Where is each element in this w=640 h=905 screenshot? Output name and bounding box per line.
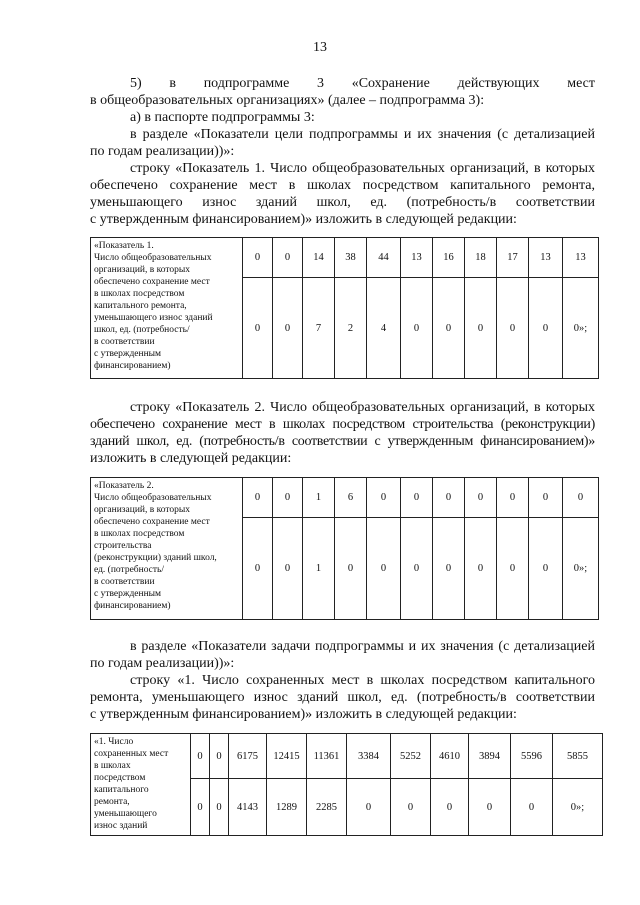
intro-line-4: в разделе «Показатели цели подпрограммы и их значения (с детализацией bbox=[130, 127, 595, 142]
label-line: «Показатель 1. bbox=[94, 241, 154, 251]
value-cell: 0 bbox=[367, 518, 401, 620]
label-line: «Показатель 2. bbox=[94, 481, 154, 491]
value-cell: 0 bbox=[243, 518, 273, 620]
indicator-2-label bbox=[91, 478, 243, 620]
value-cell: 0 bbox=[401, 278, 433, 379]
value-cell: 0 bbox=[497, 518, 529, 620]
value-cell: 0 bbox=[529, 278, 563, 379]
para1-line: с утвержденным финансированием)» изложить в следующей редакции: bbox=[90, 212, 517, 227]
value-cell: 0 bbox=[497, 478, 529, 518]
value-cell: 0 bbox=[431, 779, 469, 836]
value-cell: 1 bbox=[303, 478, 335, 518]
value-cell: 12415 bbox=[267, 734, 307, 779]
intro-line-3: а) в паспорте подпрограммы 3: bbox=[130, 110, 315, 125]
value-cell: 0 bbox=[401, 518, 433, 620]
intro-line-2: в общеобразовательных организациях» (далее – подпрограмма 3): bbox=[90, 93, 485, 108]
value-cell: 5252 bbox=[391, 734, 431, 779]
label-line: Число общеобразовательных bbox=[94, 493, 212, 503]
indicator-2-table bbox=[90, 477, 599, 620]
label-line: ед. (потребность/ bbox=[94, 565, 165, 575]
label-line: (реконструкции) зданий школ, bbox=[94, 553, 217, 563]
value-cell: 0 bbox=[465, 278, 497, 379]
value-cell: 0 bbox=[367, 478, 401, 518]
value-cell: 4610 bbox=[431, 734, 469, 779]
value-cell: 6175 bbox=[229, 734, 267, 779]
label-line: обеспечено сохранение мест bbox=[94, 517, 210, 527]
label-line: в соответствии bbox=[94, 577, 155, 587]
value-cell: 7 bbox=[303, 278, 335, 379]
page-number: 13 bbox=[313, 40, 327, 55]
label-line: капитального ремонта, bbox=[94, 301, 187, 311]
value-cell: 0 bbox=[243, 238, 273, 278]
value-cell: 0 bbox=[210, 734, 229, 779]
para1-line: строку «Показатель 1. Число общеобразовательных организаций, в которых bbox=[130, 161, 595, 176]
label-line: в школах посредством bbox=[94, 289, 185, 299]
value-cell: 1 bbox=[303, 518, 335, 620]
value-cell: 0 bbox=[243, 478, 273, 518]
label-line: уменьшающего износ зданий bbox=[94, 313, 213, 323]
intro-line-1-part: «Сохранение bbox=[351, 76, 430, 91]
label-line: с утвержденным bbox=[94, 589, 162, 599]
value-cell: 1289 bbox=[267, 779, 307, 836]
label-line: финансированием) bbox=[94, 361, 171, 371]
value-cell: 3894 bbox=[469, 734, 511, 779]
label-line: в школах посредством bbox=[94, 529, 185, 539]
para2-line: зданий школ, ед. (потребность/в соответствии с утвержденным финансированием)» bbox=[90, 434, 595, 449]
value-cell: 11361 bbox=[307, 734, 347, 779]
value-cell: 0 bbox=[465, 518, 497, 620]
label-line: Число общеобразовательных bbox=[94, 253, 212, 263]
value-cell: 0 bbox=[391, 779, 431, 836]
value-cell: 0 bbox=[465, 478, 497, 518]
value-cell: 0 bbox=[273, 238, 303, 278]
value-cell: 0 bbox=[511, 779, 553, 836]
value-cell: 4 bbox=[367, 278, 401, 379]
value-cell: 0 bbox=[469, 779, 511, 836]
value-cell: 4143 bbox=[229, 779, 267, 836]
value-cell: 16 bbox=[433, 238, 465, 278]
value-cell: 2 bbox=[335, 278, 367, 379]
label-line: уменьшающего bbox=[94, 809, 157, 819]
value-cell: 0 bbox=[191, 734, 210, 779]
value-cell: 0»; bbox=[563, 278, 599, 379]
para3-line: строку «1. Число сохраненных мест в школах посредством капитального bbox=[130, 673, 595, 688]
value-cell: 0 bbox=[273, 478, 303, 518]
intro-line-1 bbox=[90, 75, 595, 92]
value-cell: 0 bbox=[433, 518, 465, 620]
value-cell: 0 bbox=[243, 278, 273, 379]
value-cell: 44 bbox=[367, 238, 401, 278]
para3-line: в разделе «Показатели задачи подпрограммы и их значения (с детализацией bbox=[130, 639, 595, 654]
value-cell: 3384 bbox=[347, 734, 391, 779]
value-cell: 6 bbox=[335, 478, 367, 518]
intro-line-1-part: мест bbox=[567, 76, 595, 91]
label-line: школ, ед. (потребность/ bbox=[94, 325, 190, 335]
label-line: обеспечено сохранение мест bbox=[94, 277, 210, 287]
para3-line: ремонта, уменьшающего износ зданий школ, ед. (потребность/в соответствии bbox=[90, 690, 595, 705]
value-cell: 38 bbox=[335, 238, 367, 278]
value-cell: 0 bbox=[210, 779, 229, 836]
value-cell: 0 bbox=[529, 518, 563, 620]
label-line: организаций, в которых bbox=[94, 505, 191, 515]
value-cell: 13 bbox=[563, 238, 599, 278]
intro-line-1-part: подпрограмме 3 bbox=[203, 76, 324, 91]
intro-line-1-part: 5) в bbox=[130, 76, 176, 91]
indicator-1-table bbox=[90, 237, 599, 379]
intro-line-1-part: действующих bbox=[457, 76, 540, 91]
label-line: в соответствии bbox=[94, 337, 155, 347]
value-cell: 0 bbox=[529, 478, 563, 518]
value-cell: 0 bbox=[401, 478, 433, 518]
value-cell: 17 bbox=[497, 238, 529, 278]
label-line: с утвержденным bbox=[94, 349, 162, 359]
label-line: в школах bbox=[94, 761, 131, 771]
value-cell: 0 bbox=[563, 478, 599, 518]
value-cell: 0 bbox=[191, 779, 210, 836]
indicator-1-label bbox=[91, 238, 243, 379]
value-cell: 0 bbox=[347, 779, 391, 836]
label-line: посредством bbox=[94, 773, 146, 783]
value-cell: 0 bbox=[433, 478, 465, 518]
label-line: «1. Число bbox=[94, 737, 134, 747]
label-line: износ зданий bbox=[94, 821, 148, 831]
value-cell: 0 bbox=[273, 278, 303, 379]
value-cell: 0 bbox=[273, 518, 303, 620]
value-cell: 0 bbox=[335, 518, 367, 620]
label-line: ремонта, bbox=[94, 797, 130, 807]
para1-line: обеспечено сохранение мест в школах посредством капитального ремонта, bbox=[90, 178, 595, 193]
para2-line: обеспечено сохранение мест в школах посредством строительства (реконструкции) bbox=[90, 417, 595, 432]
label-line: капитального bbox=[94, 785, 149, 795]
para3-line: с утвержденным финансированием)» изложить в следующей редакции: bbox=[90, 707, 517, 722]
value-cell: 0 bbox=[433, 278, 465, 379]
value-cell: 5596 bbox=[511, 734, 553, 779]
label-line: финансированием) bbox=[94, 601, 171, 611]
task-1-label bbox=[91, 734, 191, 836]
para2-line: изложить в следующей редакции: bbox=[90, 451, 292, 466]
task-1-table bbox=[90, 733, 603, 836]
value-cell: 0 bbox=[497, 278, 529, 379]
label-line: организаций, в которых bbox=[94, 265, 191, 275]
label-line: сохраненных мест bbox=[94, 749, 169, 759]
value-cell: 13 bbox=[401, 238, 433, 278]
intro-line-5: по годам реализации))»: bbox=[90, 144, 235, 159]
para2-line: строку «Показатель 2. Число общеобразовательных организаций, в которых bbox=[130, 400, 595, 415]
value-cell: 2285 bbox=[307, 779, 347, 836]
label-line: строительства bbox=[94, 541, 152, 551]
value-cell: 0»; bbox=[563, 518, 599, 620]
para3-line: по годам реализации))»: bbox=[90, 656, 235, 671]
para1-line: уменьшающего износ зданий школ, ед. (потребность/в соответствии bbox=[90, 195, 595, 210]
value-cell: 18 bbox=[465, 238, 497, 278]
value-cell: 0»; bbox=[553, 779, 603, 836]
value-cell: 13 bbox=[529, 238, 563, 278]
value-cell: 14 bbox=[303, 238, 335, 278]
value-cell: 5855 bbox=[553, 734, 603, 779]
